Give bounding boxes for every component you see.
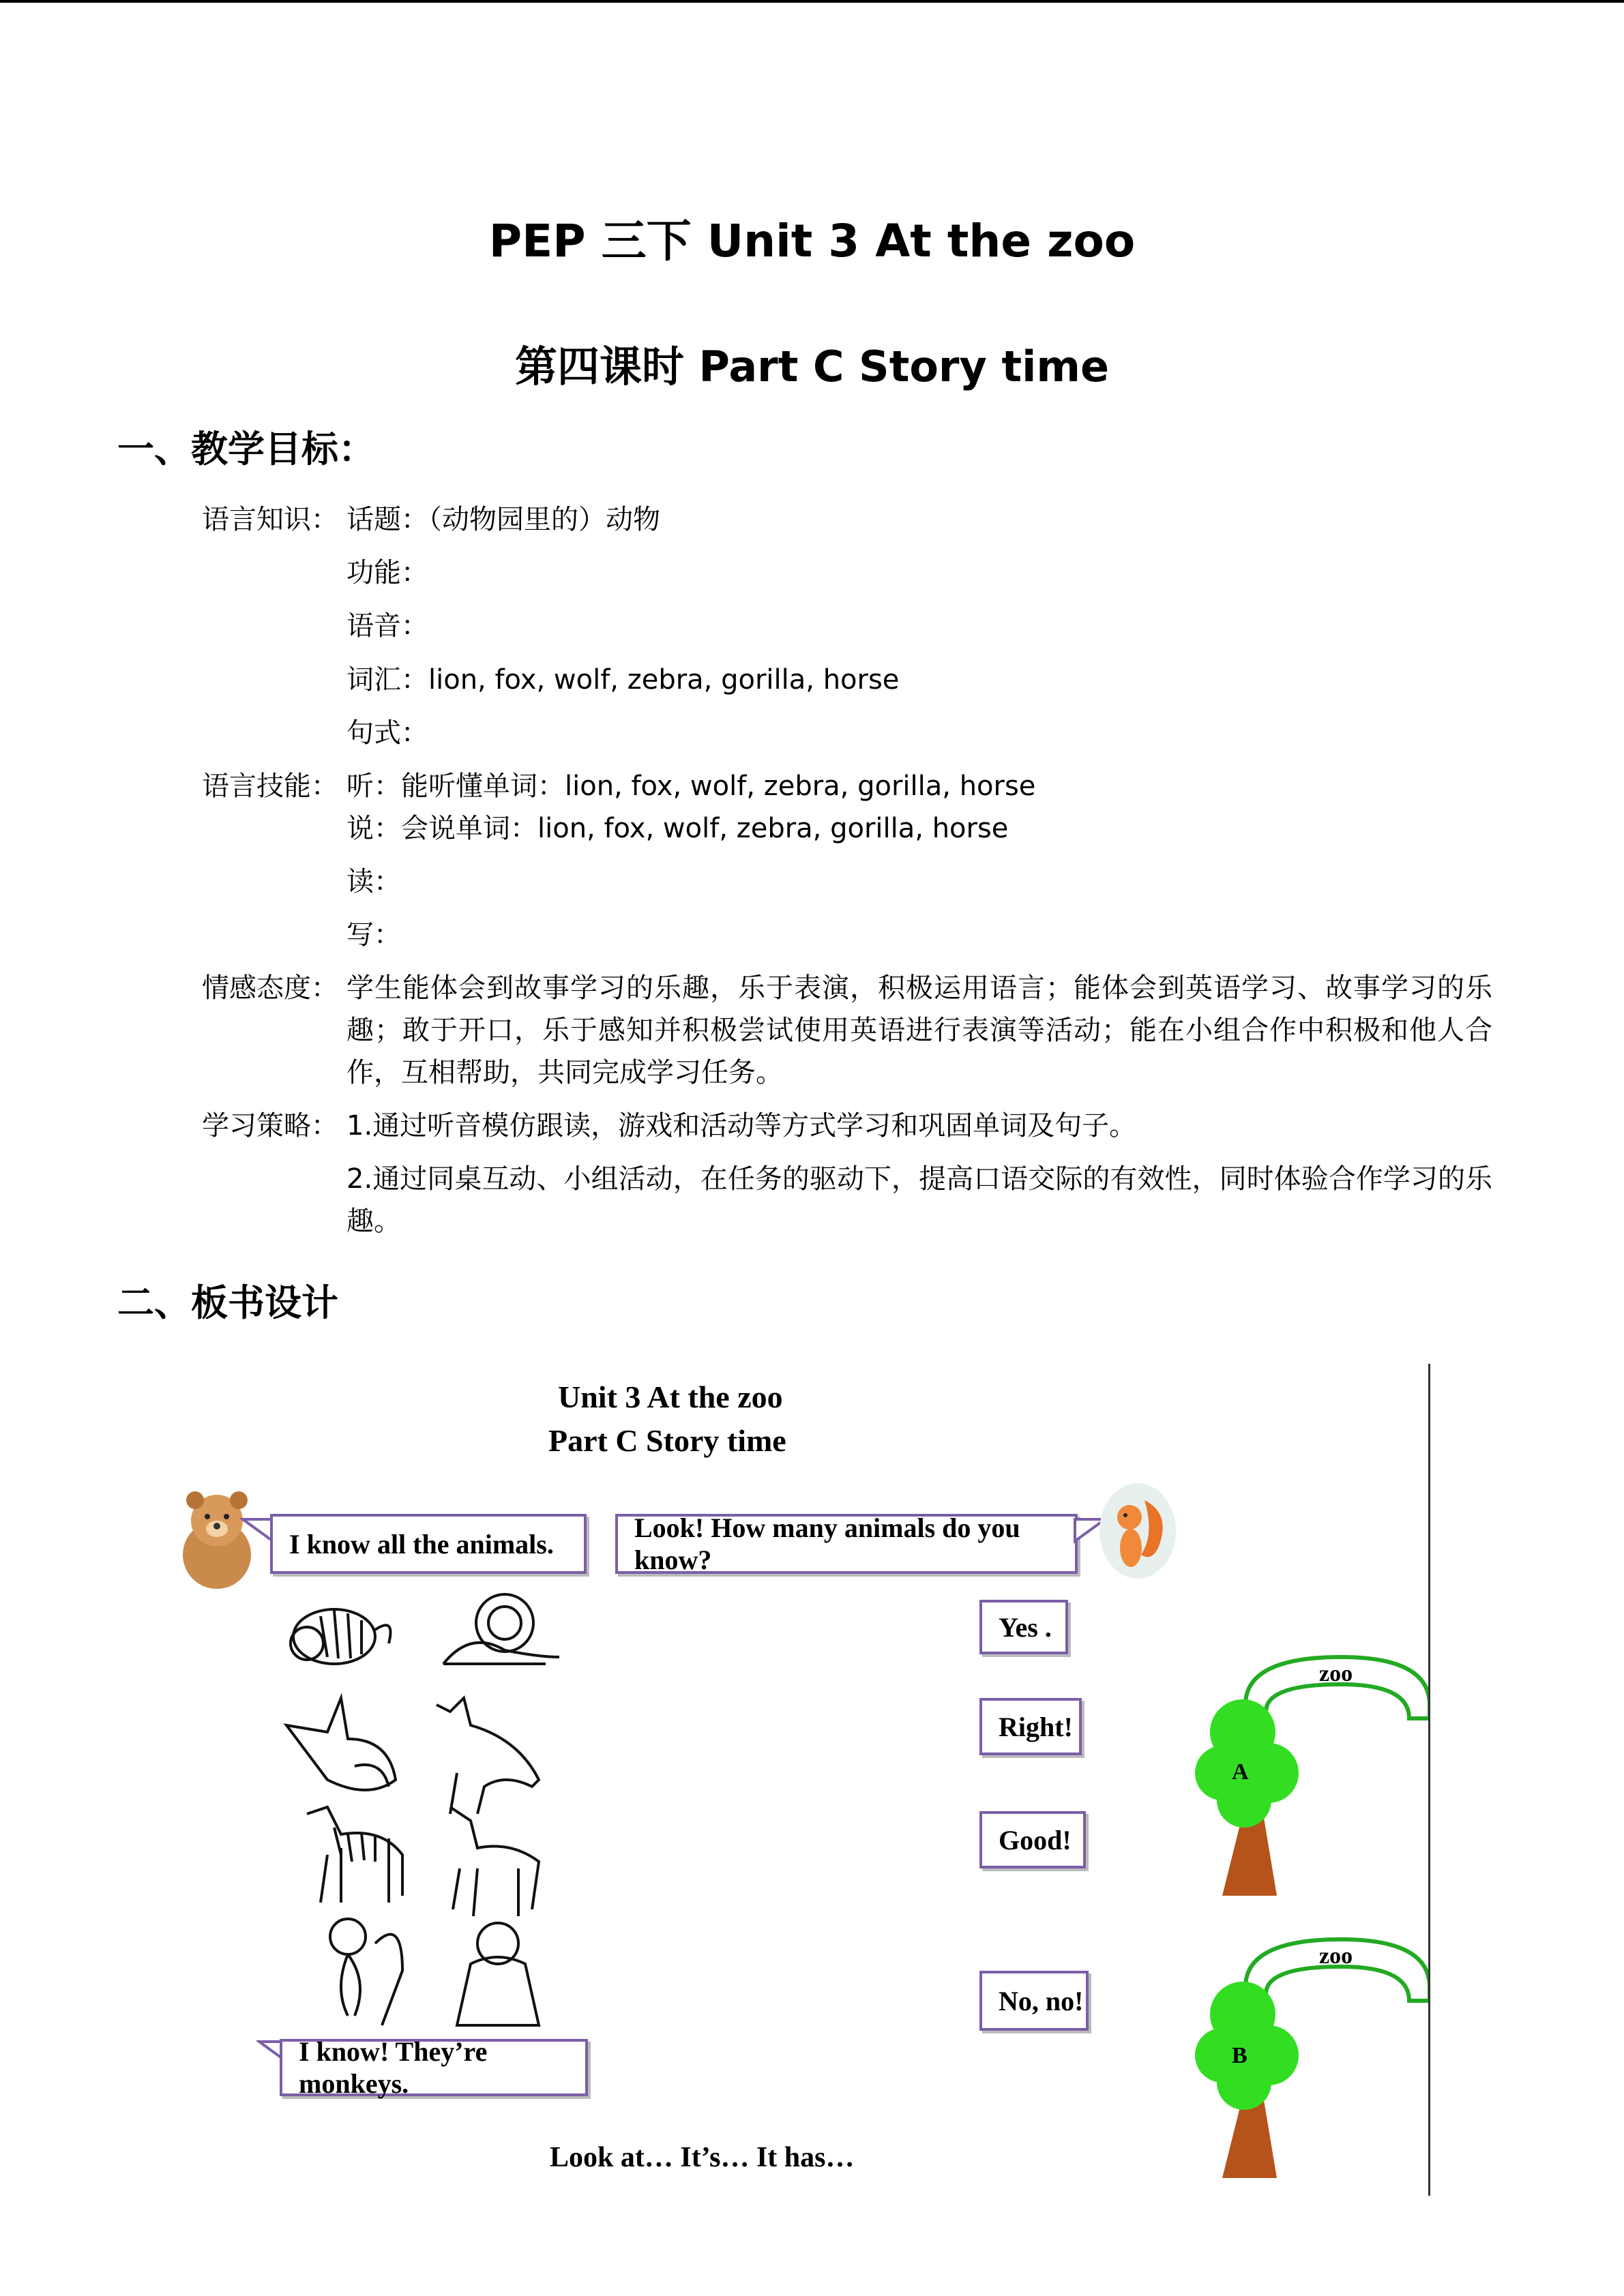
goal-vocab: 词汇：lion, fox, wolf, zebra, gorilla, horse <box>346 664 900 696</box>
zoo-label-b: zoo <box>1319 1943 1353 1969</box>
monkey-icon <box>330 1919 402 2025</box>
goal-strategy-2: 2.通过同桌互动、小组活动，在任务的驱动下，提高口语交际的有效性，同时体验合作学习的乐趣。 <box>346 1163 1492 1237</box>
bubble-tail-icon <box>240 1517 274 1544</box>
section-heading-goals: 一、教学目标： <box>117 428 375 471</box>
top-rule <box>0 0 1624 3</box>
label-strategy: 学习策略： <box>202 1110 338 1142</box>
page-subtitle: 第四课时 Part C Story time <box>514 342 1110 391</box>
board-divider <box>1428 1364 1430 2196</box>
tiger-icon <box>291 1609 391 1664</box>
horse-icon <box>450 1807 539 1916</box>
page-title: PEP 三下 Unit 3 At the zoo <box>488 215 1136 267</box>
goal-speak: 说：会说单词：lion, fox, wolf, zebra, gorilla, horse <box>346 813 1009 844</box>
bubble-squirrel: Look! How many animals do you know? <box>615 1514 1078 1574</box>
lion-icon <box>443 1594 559 1664</box>
label-knowledge: 语言知识： <box>202 504 338 535</box>
goal-listen: 听：能听懂单词：lion, fox, wolf, zebra, gorilla, horse <box>346 771 1036 802</box>
goal-phonics: 语音： <box>346 610 428 642</box>
goal-attitude: 学生能体会到故事学习的乐趣，乐于表演，积极运用语言；能体会到英语学习、故事学习的乐趣；敢于开口，乐于感知并积极尝试使用英语进行表演等活动；能在小组合作中积极和他人合作，互相帮助，共同完成学习任务。 <box>346 972 1492 1088</box>
bubble-good: Good! <box>979 1811 1086 1868</box>
bubble-yes: Yes . <box>979 1600 1068 1654</box>
tree-label-a: A <box>1232 1759 1249 1785</box>
tree-b-icon <box>1195 1933 1430 2178</box>
tree-label-b: B <box>1232 2043 1247 2068</box>
goal-sentence: 句式： <box>346 717 428 749</box>
label-attitude: 情感态度： <box>202 972 338 1004</box>
bubble-monkeys: I know! They’re monkeys. <box>280 2039 588 2096</box>
goal-write: 写： <box>346 919 401 951</box>
bubble-no: No, no! <box>979 1971 1089 2031</box>
animal-drawings <box>280 1589 580 2039</box>
goal-read: 读： <box>346 866 401 897</box>
goal-strategy-1: 1.通过听音模仿跟读，游戏和活动等方式学习和巩固单词及句子。 <box>346 1110 1137 1142</box>
zoo-label-a: zoo <box>1319 1661 1353 1686</box>
wolf-icon <box>437 1698 539 1814</box>
board-subtitle: Part C Story time <box>548 1423 786 1458</box>
bubble-right: Right! <box>979 1698 1082 1755</box>
goal-topic: 话题：（动物园里的）动物 <box>346 504 660 535</box>
bubble-bear: I know all the animals. <box>270 1514 587 1574</box>
label-skills: 语言技能： <box>202 771 338 802</box>
gorilla-icon <box>457 1923 539 2025</box>
goal-function: 功能： <box>346 557 428 588</box>
tree-a-icon <box>1195 1650 1430 1896</box>
fox-icon <box>286 1698 396 1790</box>
zebra-icon <box>307 1807 402 1903</box>
board-bottom-sentence: Look at… It’s… It has… <box>550 2142 855 2173</box>
board-title: Unit 3 At the zoo <box>558 1380 783 1414</box>
squirrel-icon <box>1097 1480 1179 1582</box>
section-heading-board: 二、板书设计 <box>117 1281 338 1324</box>
